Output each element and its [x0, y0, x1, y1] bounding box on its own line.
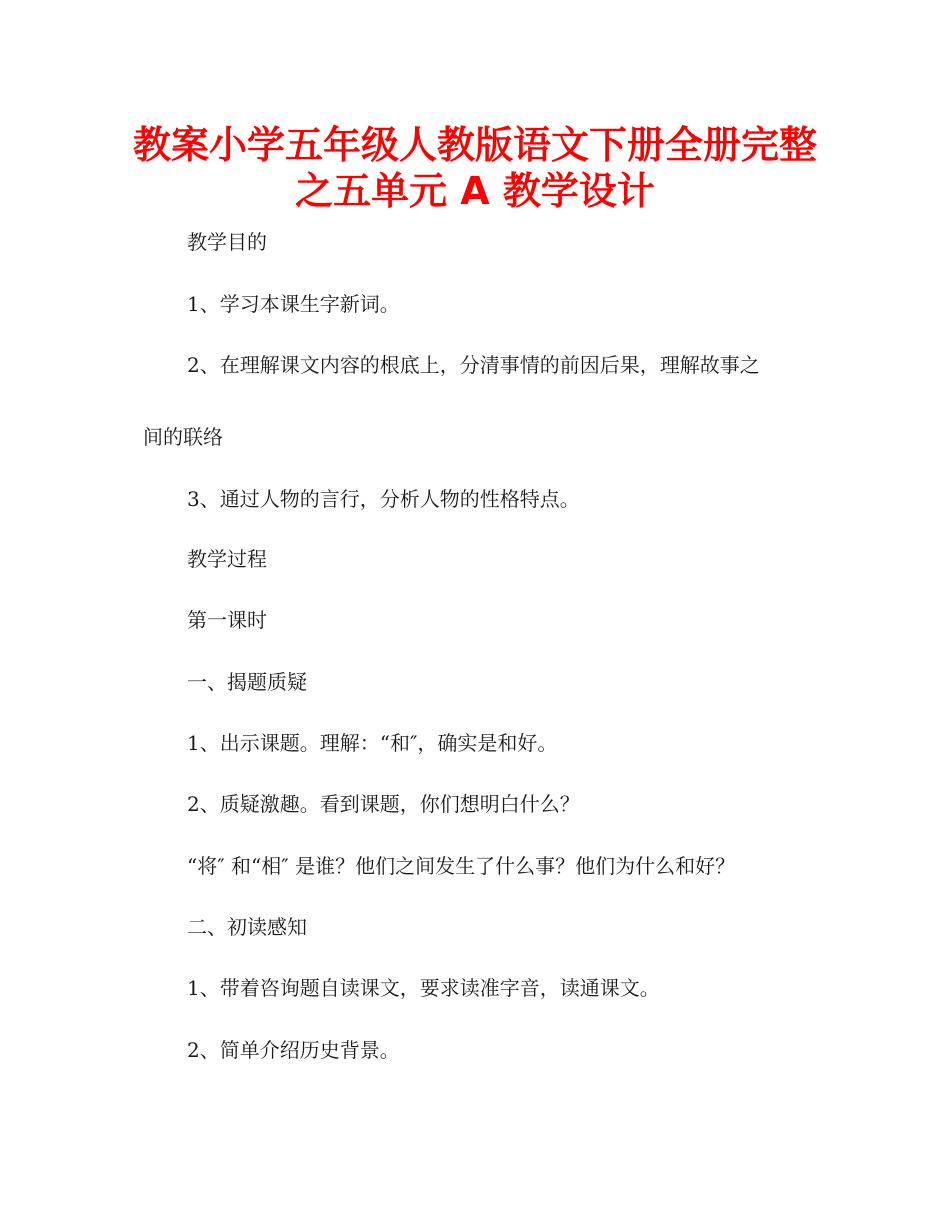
section-heading-teaching-goals: 教学目的 [187, 230, 267, 254]
paragraph-goal-1: 1、学习本课生字新词。 [187, 292, 400, 316]
step-heading-2: 二、初读感知 [187, 915, 307, 939]
paragraph-questions: “将″ 和“相″ 是谁？他们之间发生了什么事？他们为什么和好？ [187, 854, 736, 878]
paragraph-goal-2-continued: 间的联络 [143, 425, 223, 449]
document-title-line-1: 教案小学五年级人教版语文下册全册完整 [132, 123, 817, 167]
subheading-first-lesson: 第一课时 [187, 608, 267, 632]
paragraph-goal-2: 2、在理解课文内容的根底上，分清事情的前因后果，理解故事之 [187, 353, 760, 377]
paragraph-step-2-2: 2、简单介绍历史背景。 [187, 1038, 400, 1062]
paragraph-step-1-1: 1、出示课题。理解：“和″，确实是和好。 [187, 731, 558, 755]
section-heading-teaching-process: 教学过程 [187, 547, 267, 571]
paragraph-step-1-2: 2、质疑激趣。看到课题，你们想明白什么？ [187, 792, 580, 816]
paragraph-step-2-1: 1、带着咨询题自读课文，要求读准字音，读通课文。 [187, 976, 660, 1000]
document-title-line-2: 之五单元 A 教学设计 [295, 169, 655, 213]
paragraph-goal-3: 3、通过人物的言行，分析人物的性格特点。 [187, 487, 580, 511]
step-heading-1: 一、揭题质疑 [187, 670, 307, 694]
